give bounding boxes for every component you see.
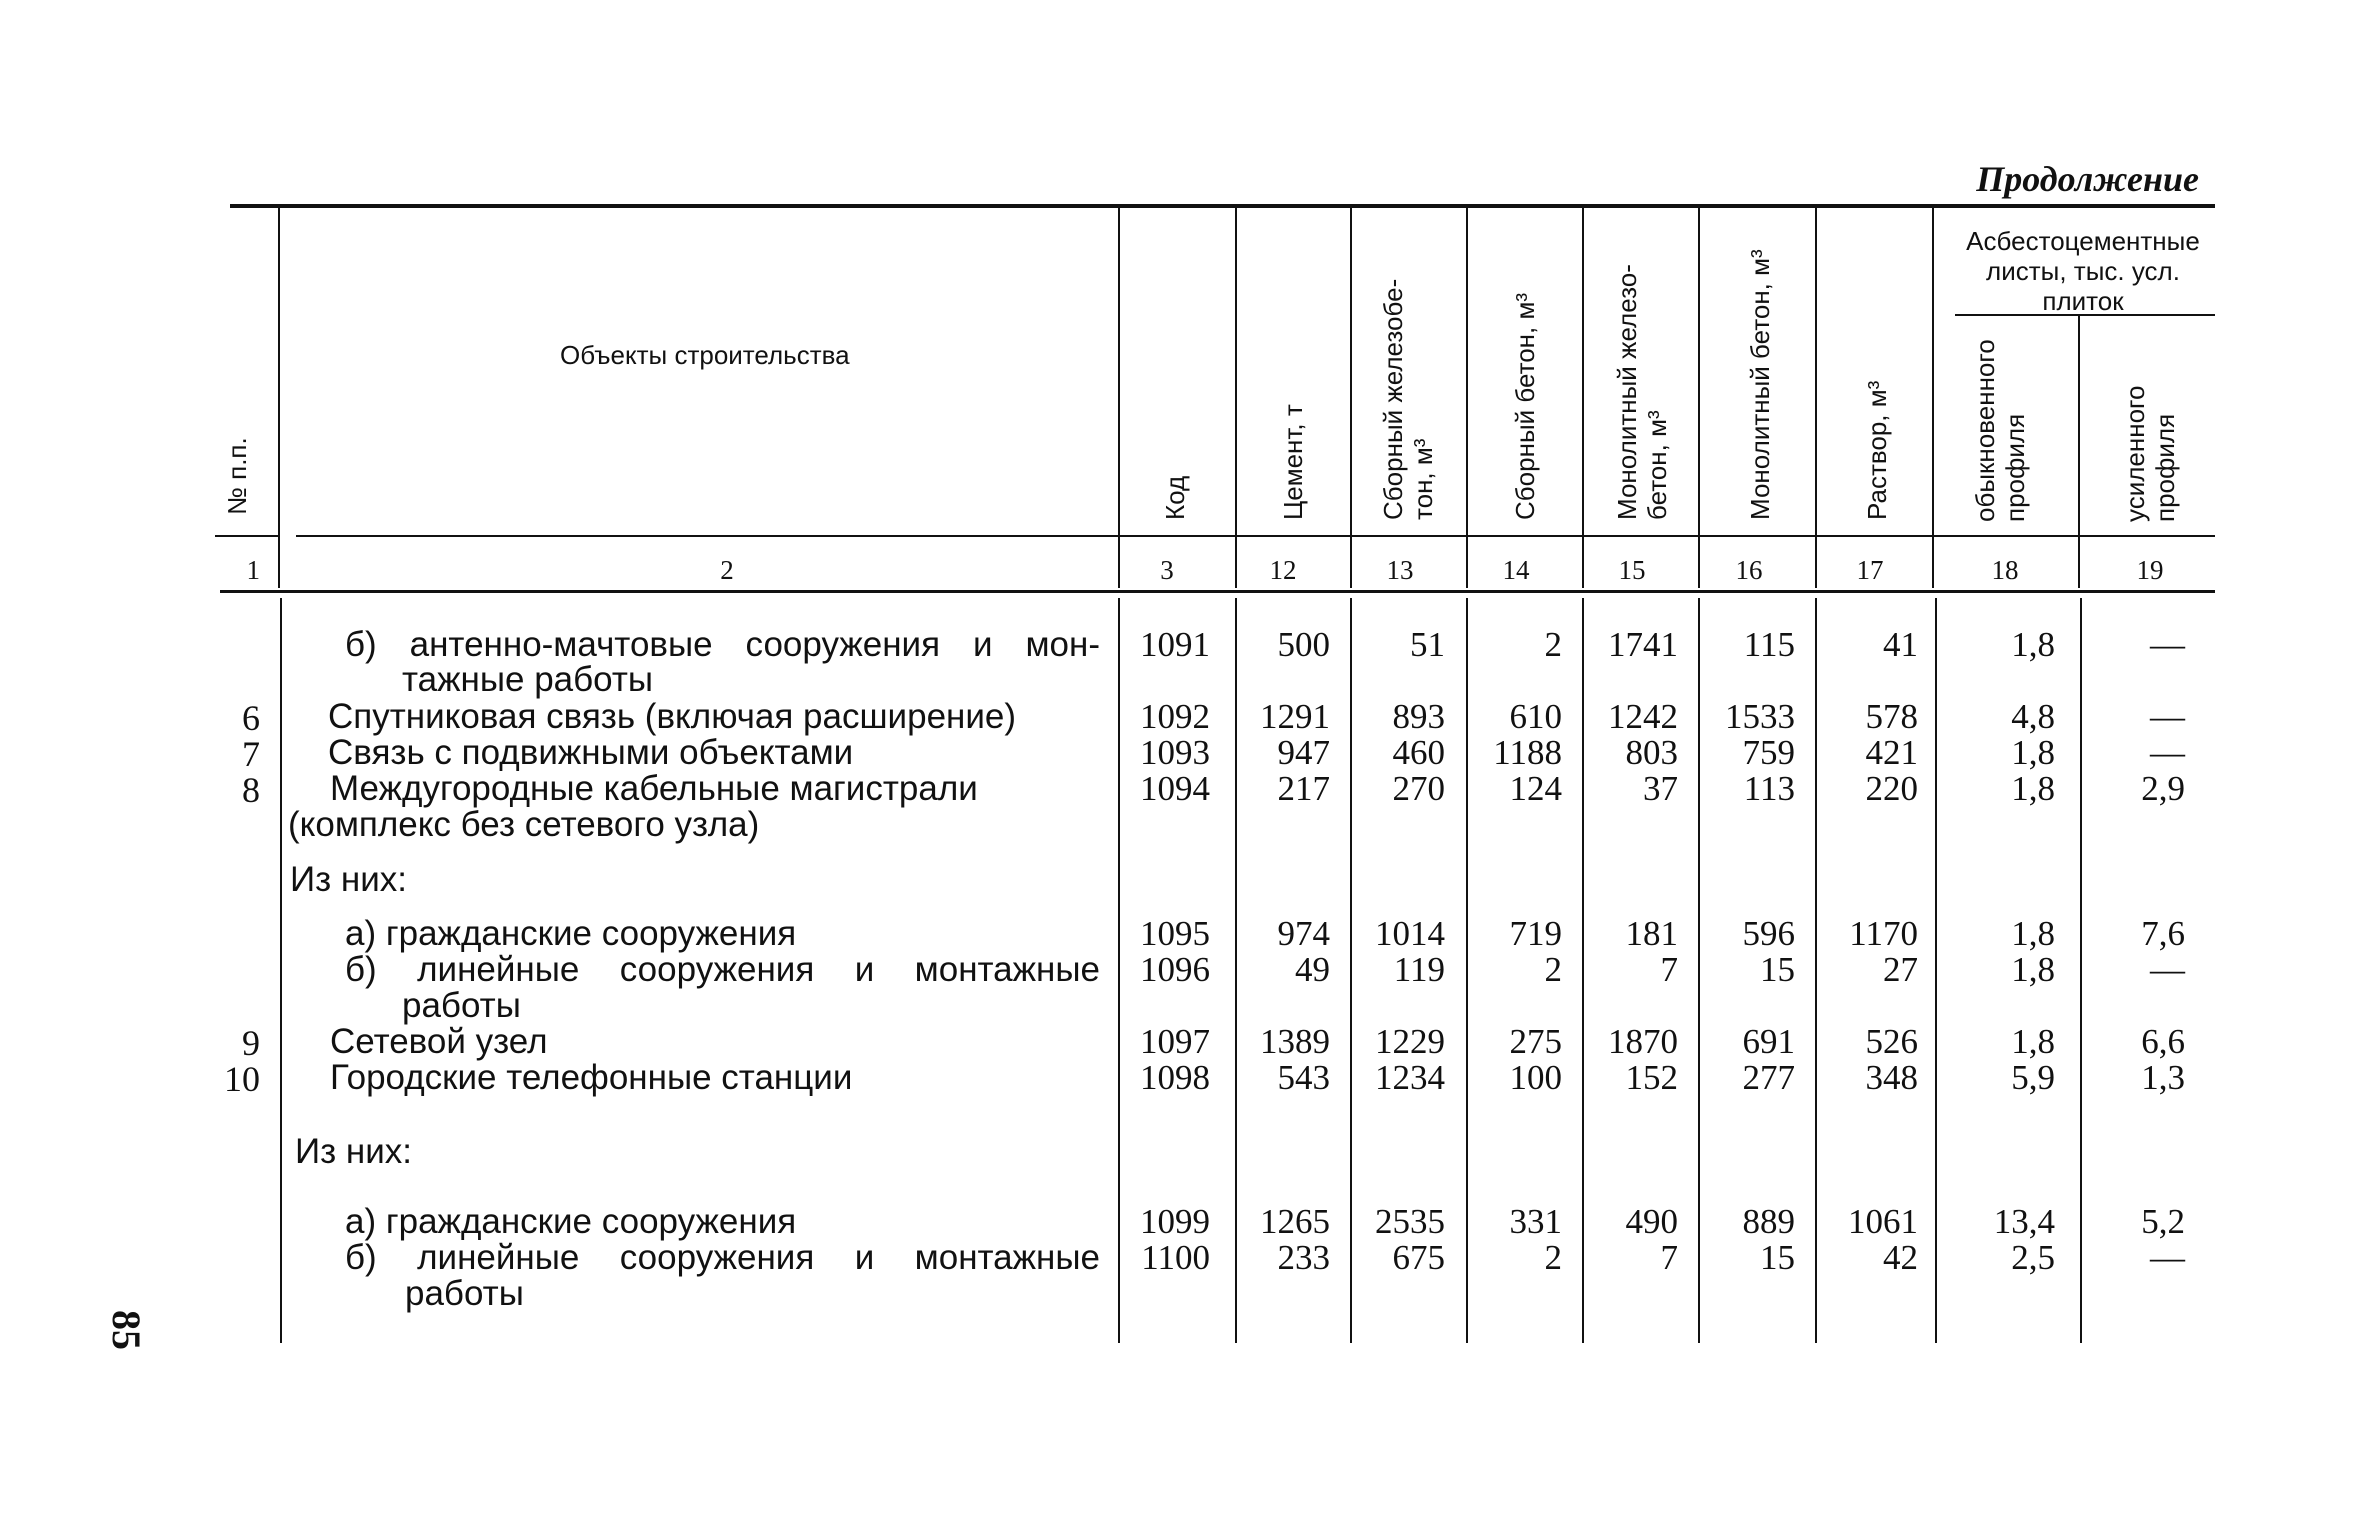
row-10-value-6: 1061 <box>1848 1202 1918 1241</box>
row-6-value-6: 27 <box>1883 950 1918 989</box>
row-7-value-8: 6,6 <box>2141 1022 2185 1061</box>
row-0-name-line-2: тажные работы <box>402 660 654 699</box>
row-10-value-5: 889 <box>1742 1202 1795 1241</box>
header-mono-rc-1: Монолитный железо- <box>1612 264 1642 520</box>
row-2-value-4: 803 <box>1625 733 1678 772</box>
row-11-value-7: 2,5 <box>2011 1238 2055 1277</box>
header-asbestos-group <box>1948 226 2218 316</box>
vline-ordinary-body <box>2080 598 2082 1343</box>
row-5-value-5: 596 <box>1742 914 1795 953</box>
header-objects: Объекты строительства <box>560 340 850 370</box>
header-code: Код <box>1160 475 1190 520</box>
row-6-value-1: 49 <box>1295 950 1330 989</box>
row-5-value-7: 1,8 <box>2011 914 2055 953</box>
row-1-name: Спутниковая связь (включая расширение) <box>328 697 1017 736</box>
row-10-value-3: 331 <box>1509 1202 1562 1241</box>
row-0-value-4: 1741 <box>1608 625 1678 664</box>
row-0-value-7: 1,8 <box>2011 625 2055 664</box>
row-3-num: 8 <box>242 770 260 810</box>
row-1-value-2: 893 <box>1392 697 1445 736</box>
row-10-value-7: 13,4 <box>1993 1202 2055 1241</box>
vline-objects-body <box>1118 598 1120 1343</box>
colnum-18: 18 <box>1991 555 2019 585</box>
row-0-value-5: 115 <box>1743 625 1795 664</box>
row-5-value-4: 181 <box>1625 914 1678 953</box>
header-prefab-rc-1: Сборный железобе- <box>1378 278 1408 520</box>
row-10-value-8: 5,2 <box>2141 1202 2185 1241</box>
header-bottom-rule <box>296 535 2215 537</box>
row-11-name-line-1: б) линейные сооружения и монтажные <box>345 1238 1100 1277</box>
header-prefab-concrete: Сборный бетон, м³ <box>1510 293 1540 520</box>
row-10-value-0: 1099 <box>1140 1202 1210 1241</box>
colnum-15: 15 <box>1618 555 1646 585</box>
row-8-value-6: 348 <box>1865 1058 1918 1097</box>
row-8-value-3: 100 <box>1509 1058 1562 1097</box>
row-7-value-1: 1389 <box>1260 1022 1330 1061</box>
header-cement: Цемент, т <box>1278 404 1308 520</box>
vline-mono-rc <box>1698 208 1700 588</box>
header-asbestos-line-1: Асбестоцементные <box>1966 226 2200 256</box>
row-5-value-8: 7,6 <box>2141 914 2185 953</box>
header-reinforced-1: усиленного <box>2120 385 2150 522</box>
row-3-value-1: 217 <box>1277 769 1330 808</box>
row-0-value-6: 41 <box>1883 625 1918 664</box>
row-1-value-1: 1291 <box>1260 697 1330 736</box>
colnum-2: 2 <box>720 555 734 585</box>
row-1-value-8: — <box>2150 697 2185 736</box>
row-1-value-6: 578 <box>1865 697 1918 736</box>
row-0-value-3: 2 <box>1544 625 1562 664</box>
row-2-num: 7 <box>242 734 260 774</box>
row-0-value-1: 500 <box>1277 625 1330 664</box>
row-1-value-7: 4,8 <box>2011 697 2055 736</box>
header-num: № п.п. <box>222 437 252 515</box>
row-6-value-0: 1096 <box>1140 950 1210 989</box>
row-2-value-0: 1093 <box>1140 733 1210 772</box>
vline-mono <box>1815 208 1817 588</box>
row-11-value-1: 233 <box>1277 1238 1330 1277</box>
row-2-value-5: 759 <box>1742 733 1795 772</box>
colnum-17: 17 <box>1856 555 1884 585</box>
row-7-value-0: 1097 <box>1140 1022 1210 1061</box>
row-5-value-3: 719 <box>1509 914 1562 953</box>
continuation-label: Продолжение <box>1976 159 2199 199</box>
vline-prefab <box>1582 208 1584 588</box>
colnum-14: 14 <box>1502 555 1530 585</box>
row-1-value-0: 1092 <box>1140 697 1210 736</box>
row-8-value-7: 5,9 <box>2011 1058 2055 1097</box>
colnum-19: 19 <box>2136 555 2164 585</box>
row-5-value-6: 1170 <box>1849 914 1918 953</box>
vline-mono-body <box>1815 598 1817 1343</box>
row-2-value-1: 947 <box>1277 733 1330 772</box>
row-1-num: 6 <box>242 698 260 738</box>
row-7-value-3: 275 <box>1509 1022 1562 1061</box>
row-5-value-1: 974 <box>1277 914 1330 953</box>
header-reinforced-2: профиля <box>2150 413 2180 522</box>
colnum-13: 13 <box>1386 555 1414 585</box>
row-3-value-3: 124 <box>1509 769 1562 808</box>
colnum-3: 3 <box>1160 555 1174 585</box>
row-7-value-2: 1229 <box>1375 1022 1445 1061</box>
colnum-1: 1 <box>246 555 260 585</box>
row-3-value-8: 2,9 <box>2141 769 2185 808</box>
row-8-value-1: 543 <box>1277 1058 1330 1097</box>
row-7-value-4: 1870 <box>1608 1022 1678 1061</box>
vline-num-body <box>280 598 282 1343</box>
row-3-value-4: 37 <box>1643 769 1678 808</box>
row-10-value-2: 2535 <box>1375 1202 1445 1241</box>
row-10-name: а) гражданские сооружения <box>345 1202 797 1241</box>
row-6-value-2: 119 <box>1393 950 1445 989</box>
row-2-value-3: 1188 <box>1493 733 1562 772</box>
colnum-16: 16 <box>1735 555 1763 585</box>
row-6-name-line-2: работы <box>402 986 521 1025</box>
vline-prefab-body <box>1582 598 1584 1343</box>
vline-mortar <box>1932 208 1934 588</box>
row-0-value-0: 1091 <box>1140 625 1210 664</box>
row-7-value-7: 1,8 <box>2011 1022 2055 1061</box>
row-6-value-5: 15 <box>1760 950 1795 989</box>
row-10-value-1: 1265 <box>1260 1202 1330 1241</box>
header-prefab-rc-2: тон, м³ <box>1408 438 1438 520</box>
vline-mono-rc-body <box>1698 598 1700 1343</box>
row-11-name-line-2: работы <box>405 1274 524 1313</box>
row-3-value-2: 270 <box>1392 769 1445 808</box>
row-7-value-6: 526 <box>1865 1022 1918 1061</box>
row-8-value-4: 152 <box>1625 1058 1678 1097</box>
row-7-name: Сетевой узел <box>330 1022 548 1061</box>
row-6-value-3: 2 <box>1544 950 1562 989</box>
page-number: 85 <box>104 1310 149 1350</box>
header-mortar: Раствор, м³ <box>1862 380 1892 520</box>
row-0-value-2: 51 <box>1410 625 1445 664</box>
row-5-value-2: 1014 <box>1375 914 1445 953</box>
row-2-value-7: 1,8 <box>2011 733 2055 772</box>
row-11-value-6: 42 <box>1883 1238 1918 1277</box>
row-3-name-line-2: (комплекс без сетевого узла) <box>288 805 760 844</box>
row-1-value-5: 1533 <box>1725 697 1795 736</box>
vline-prefab-rc-body <box>1466 598 1468 1343</box>
row-11-value-2: 675 <box>1392 1238 1445 1277</box>
row-8-value-2: 1234 <box>1375 1058 1445 1097</box>
row-3-value-6: 220 <box>1865 769 1918 808</box>
row-8-name: Городские телефонные станции <box>330 1058 853 1097</box>
header-mono-concrete: Монолитный бетон, м³ <box>1745 249 1775 520</box>
row-11-value-8: — <box>2150 1238 2185 1277</box>
row-10-value-4: 490 <box>1625 1202 1678 1241</box>
row-3-value-0: 1094 <box>1140 769 1210 808</box>
vline-code-body <box>1235 598 1237 1343</box>
row-9-subheading: Из них: <box>295 1132 413 1171</box>
vline-code <box>1235 208 1237 588</box>
row-11-value-0: 1100 <box>1141 1238 1210 1277</box>
row-8-value-0: 1098 <box>1140 1058 1210 1097</box>
header-ordinary-1: обыкновенного <box>1970 339 2000 522</box>
row-2-value-6: 421 <box>1865 733 1918 772</box>
vline-objects <box>1118 208 1120 588</box>
header-asbestos-line-3: плиток <box>2042 286 2124 316</box>
table-top-rule <box>230 204 2215 208</box>
colnum-12: 12 <box>1269 555 1297 585</box>
row-3-value-7: 1,8 <box>2011 769 2055 808</box>
vline-cement-body <box>1350 598 1352 1343</box>
row-4-subheading: Из них: <box>290 860 408 899</box>
row-8-num: 10 <box>224 1059 260 1099</box>
vline-prefab-rc <box>1466 208 1468 588</box>
row-11-value-5: 15 <box>1760 1238 1795 1277</box>
row-6-value-8: — <box>2150 950 2185 989</box>
colnum-bottom-rule <box>220 590 2215 593</box>
row-0-name-line-1: б) антенно-мачтовые сооружения и мон- <box>345 625 1100 664</box>
row-0-value-8: — <box>2150 625 2185 664</box>
row-7-value-5: 691 <box>1742 1022 1795 1061</box>
row-8-value-8: 1,3 <box>2141 1058 2185 1097</box>
row-2-value-8: — <box>2150 733 2185 772</box>
row-6-name-line-1: б) линейные сооружения и монтажные <box>345 950 1100 989</box>
row-2-name: Связь с подвижными объектами <box>328 733 854 772</box>
row-6-value-7: 1,8 <box>2011 950 2055 989</box>
row-5-name: а) гражданские сооружения <box>345 914 797 953</box>
header-ordinary-2: профиля <box>2000 413 2030 522</box>
header-rule-num <box>215 535 280 537</box>
row-3-name-line-1: Междугородные кабельные магистрали <box>330 769 978 808</box>
vline-num <box>278 208 280 588</box>
row-1-value-4: 1242 <box>1608 697 1678 736</box>
vline-mortar-body <box>1935 598 1937 1343</box>
row-8-value-5: 277 <box>1742 1058 1795 1097</box>
header-mono-rc-2: бетон, м³ <box>1642 410 1672 520</box>
row-11-value-3: 2 <box>1544 1238 1562 1277</box>
row-1-value-3: 610 <box>1509 697 1562 736</box>
row-5-value-0: 1095 <box>1140 914 1210 953</box>
header-asbestos-line-2: листы, тыс. усл. <box>1986 256 2180 286</box>
vline-ordinary <box>2078 316 2080 588</box>
row-11-value-4: 7 <box>1660 1238 1678 1277</box>
row-3-value-5: 113 <box>1743 769 1795 808</box>
vline-cement <box>1350 208 1352 588</box>
row-6-value-4: 7 <box>1660 950 1678 989</box>
row-2-value-2: 460 <box>1392 733 1445 772</box>
row-7-num: 9 <box>242 1023 260 1063</box>
